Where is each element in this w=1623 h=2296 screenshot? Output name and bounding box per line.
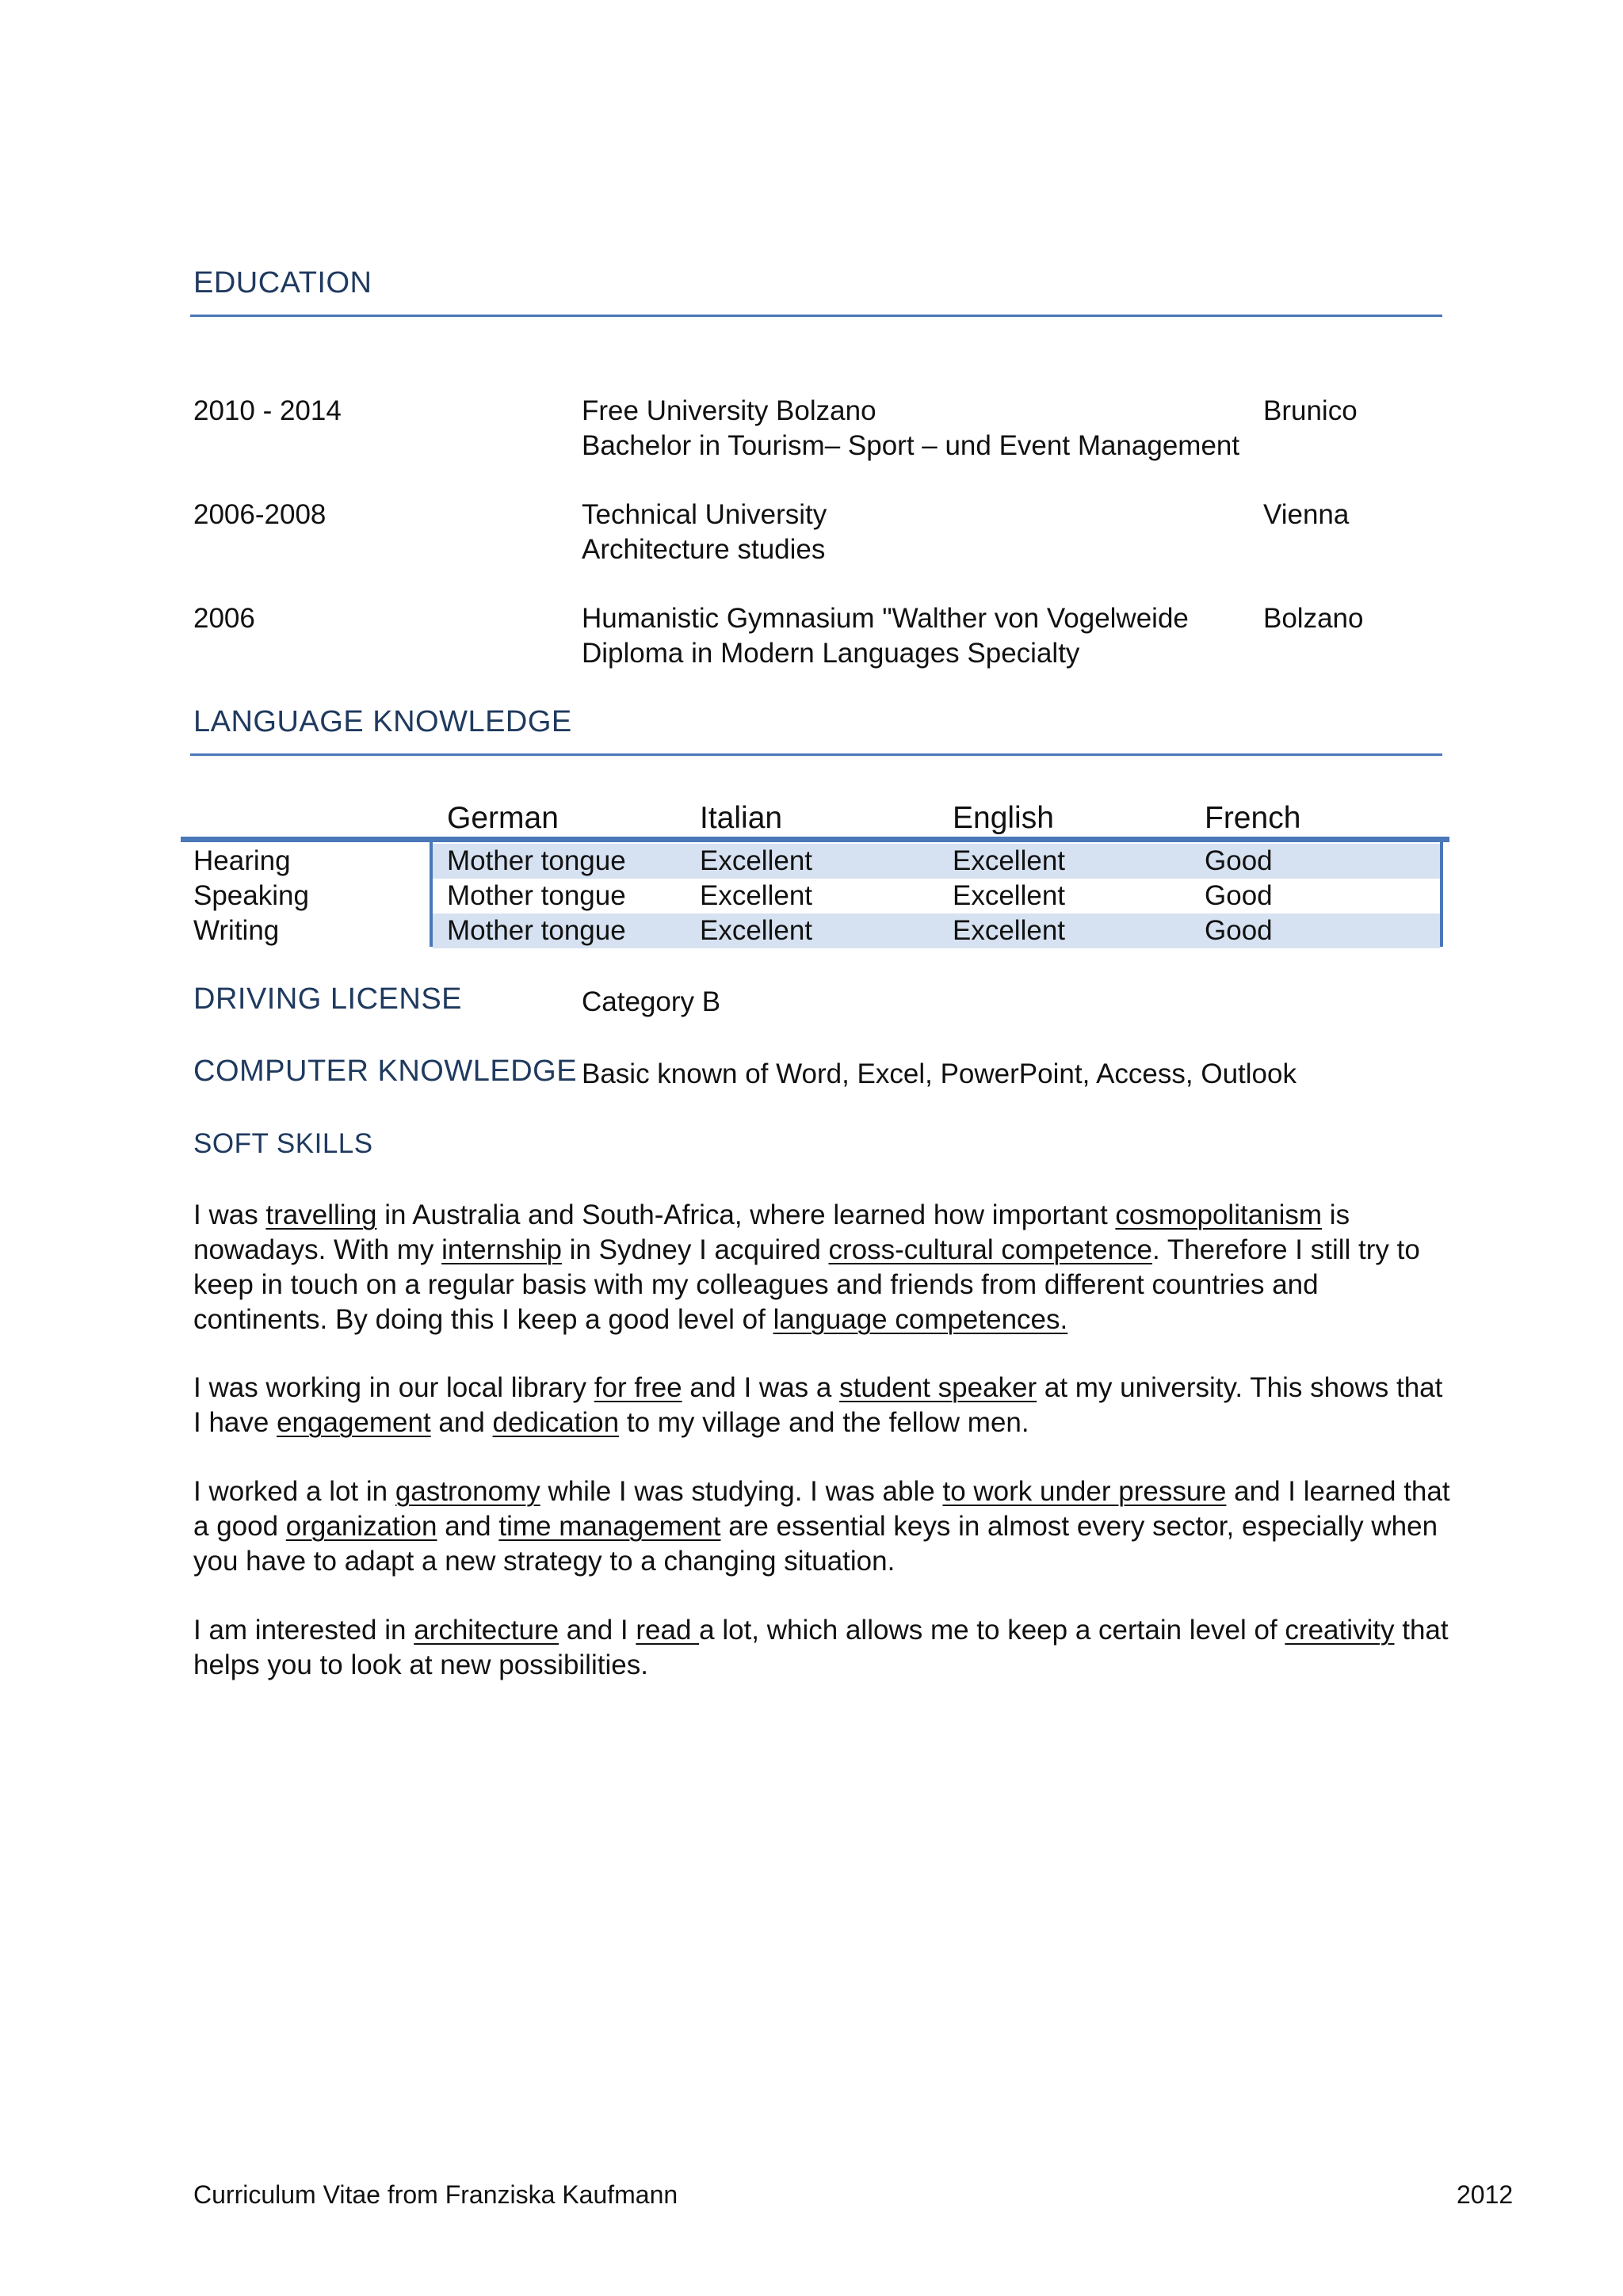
highlighted-keyword: read <box>636 1615 700 1646</box>
language-level: Mother tongue <box>447 845 626 876</box>
highlighted-keyword: gastronomy <box>395 1476 540 1507</box>
text-run: I was <box>193 1199 266 1230</box>
highlighted-keyword: architecture <box>414 1615 559 1646</box>
language-level: Mother tongue <box>447 880 626 911</box>
education-city: Brunico <box>1263 395 1358 426</box>
education-heading: EDUCATION <box>193 266 372 299</box>
footer-author: Curriculum Vitae from Franziska Kaufmann <box>193 2180 678 2209</box>
education-city: Bolzano <box>1263 603 1364 634</box>
soft-skills-paragraph <box>193 1198 1453 1337</box>
highlighted-keyword: to work under pressure <box>942 1476 1227 1507</box>
text-run: and I learned that a good <box>193 1476 1450 1542</box>
text-run: and I was a <box>682 1372 840 1403</box>
education-institution: Humanistic Gymnasium "Walther von Vogelweide <box>582 603 1189 634</box>
highlighted-keyword: language competences. <box>773 1304 1068 1335</box>
text-run: I worked a lot in <box>193 1476 395 1507</box>
language-table-right-border <box>1440 842 1443 947</box>
education-entry <box>193 498 1461 569</box>
text-run: while I was studying. I was able <box>540 1476 943 1507</box>
language-column-french: French <box>1205 801 1301 835</box>
text-run: in Sydney I acquired <box>561 1234 829 1265</box>
text-run: are essential keys in almost every sector, especially when you have to adapt a new strategy to a changing situation. <box>193 1511 1438 1577</box>
education-date: 2010 - 2014 <box>193 395 342 426</box>
computer-heading: COMPUTER KNOWLEDGE <box>193 1055 578 1088</box>
text-run: to my village and the fellow men. <box>619 1407 1029 1438</box>
education-degree: Architecture studies <box>582 534 826 565</box>
highlighted-keyword: student speaker <box>839 1372 1037 1403</box>
language-skill: Speaking <box>193 880 309 911</box>
text-run: a lot, which allows me to keep a certain level of <box>699 1615 1285 1646</box>
highlighted-keyword: internship <box>441 1234 562 1265</box>
education-entry <box>193 601 1461 673</box>
language-level: Good <box>1205 915 1273 946</box>
education-institution: Free University Bolzano <box>582 395 876 426</box>
language-rule <box>190 753 1442 756</box>
text-run: is nowadays. With my <box>193 1199 1350 1265</box>
text-run: I am interested in <box>193 1615 414 1646</box>
driving-value: Category B <box>582 986 721 1017</box>
education-city: Vienna <box>1263 499 1350 530</box>
highlighted-keyword: creativity <box>1285 1615 1395 1646</box>
text-run: . Therefore I still try to keep in touch on a regular basis with my colleagues and friends from different countries and continents. By doing this I keep a good level of <box>193 1234 1420 1335</box>
language-level: Excellent <box>700 915 813 946</box>
text-run: at my university. This shows that I have <box>193 1372 1443 1438</box>
education-degree: Bachelor in Tourism– Sport – und Event Management <box>582 430 1240 461</box>
highlighted-keyword: cosmopolitanism <box>1115 1199 1323 1230</box>
language-table-left-border <box>430 842 433 947</box>
highlighted-keyword: organization <box>285 1511 437 1542</box>
language-heading: LANGUAGE KNOWLEDGE <box>193 705 572 738</box>
language-level: Good <box>1205 880 1273 911</box>
soft-skills-paragraph <box>193 1613 1453 1683</box>
language-column-italian: Italian <box>700 801 783 835</box>
language-level: Excellent <box>953 915 1066 946</box>
text-run: in Australia and South-Africa, where learned how important <box>376 1199 1116 1230</box>
language-level: Mother tongue <box>447 915 626 946</box>
education-degree: Diploma in Modern Languages Specialty <box>582 638 1080 669</box>
language-table-top-border <box>181 837 1449 842</box>
language-skill: Writing <box>193 915 280 946</box>
education-entry <box>193 394 1461 465</box>
text-run: and <box>437 1511 499 1542</box>
language-level: Excellent <box>953 845 1066 876</box>
highlighted-keyword: for free <box>594 1372 682 1403</box>
education-rule <box>190 315 1442 317</box>
language-row-hearing <box>193 844 1440 879</box>
language-row-speaking <box>193 879 1440 913</box>
education-date: 2006-2008 <box>193 499 327 530</box>
highlighted-keyword: travelling <box>265 1199 377 1230</box>
education-institution: Technical University <box>582 499 827 530</box>
language-level: Excellent <box>953 880 1066 911</box>
language-skill: Hearing <box>193 845 291 876</box>
highlighted-keyword: dedication <box>492 1407 620 1438</box>
language-level: Excellent <box>700 880 813 911</box>
soft-skills-paragraph <box>193 1371 1453 1440</box>
language-column-german: German <box>447 801 559 835</box>
highlighted-keyword: engagement <box>277 1407 431 1438</box>
education-date: 2006 <box>193 603 255 634</box>
computer-value: Basic known of Word, Excel, PowerPoint, Access, Outlook <box>582 1058 1296 1089</box>
language-level: Excellent <box>700 845 813 876</box>
text-run: I was working in our local library <box>193 1372 594 1403</box>
highlighted-keyword: time management <box>498 1511 721 1542</box>
language-column-english: English <box>953 801 1054 835</box>
text-run: and <box>430 1407 493 1438</box>
soft-skills-paragraph <box>193 1474 1453 1579</box>
highlighted-keyword: cross-cultural competence <box>828 1234 1153 1265</box>
language-level: Good <box>1205 845 1273 876</box>
language-row-writing <box>193 913 1440 948</box>
footer-year: 2012 <box>1457 2180 1514 2209</box>
driving-heading: DRIVING LICENSE <box>193 982 463 1016</box>
soft-skills-heading: SOFT SKILLS <box>193 1128 373 1159</box>
text-run: and I <box>559 1615 636 1646</box>
text-run: that helps you to look at new possibilities. <box>193 1615 1449 1680</box>
